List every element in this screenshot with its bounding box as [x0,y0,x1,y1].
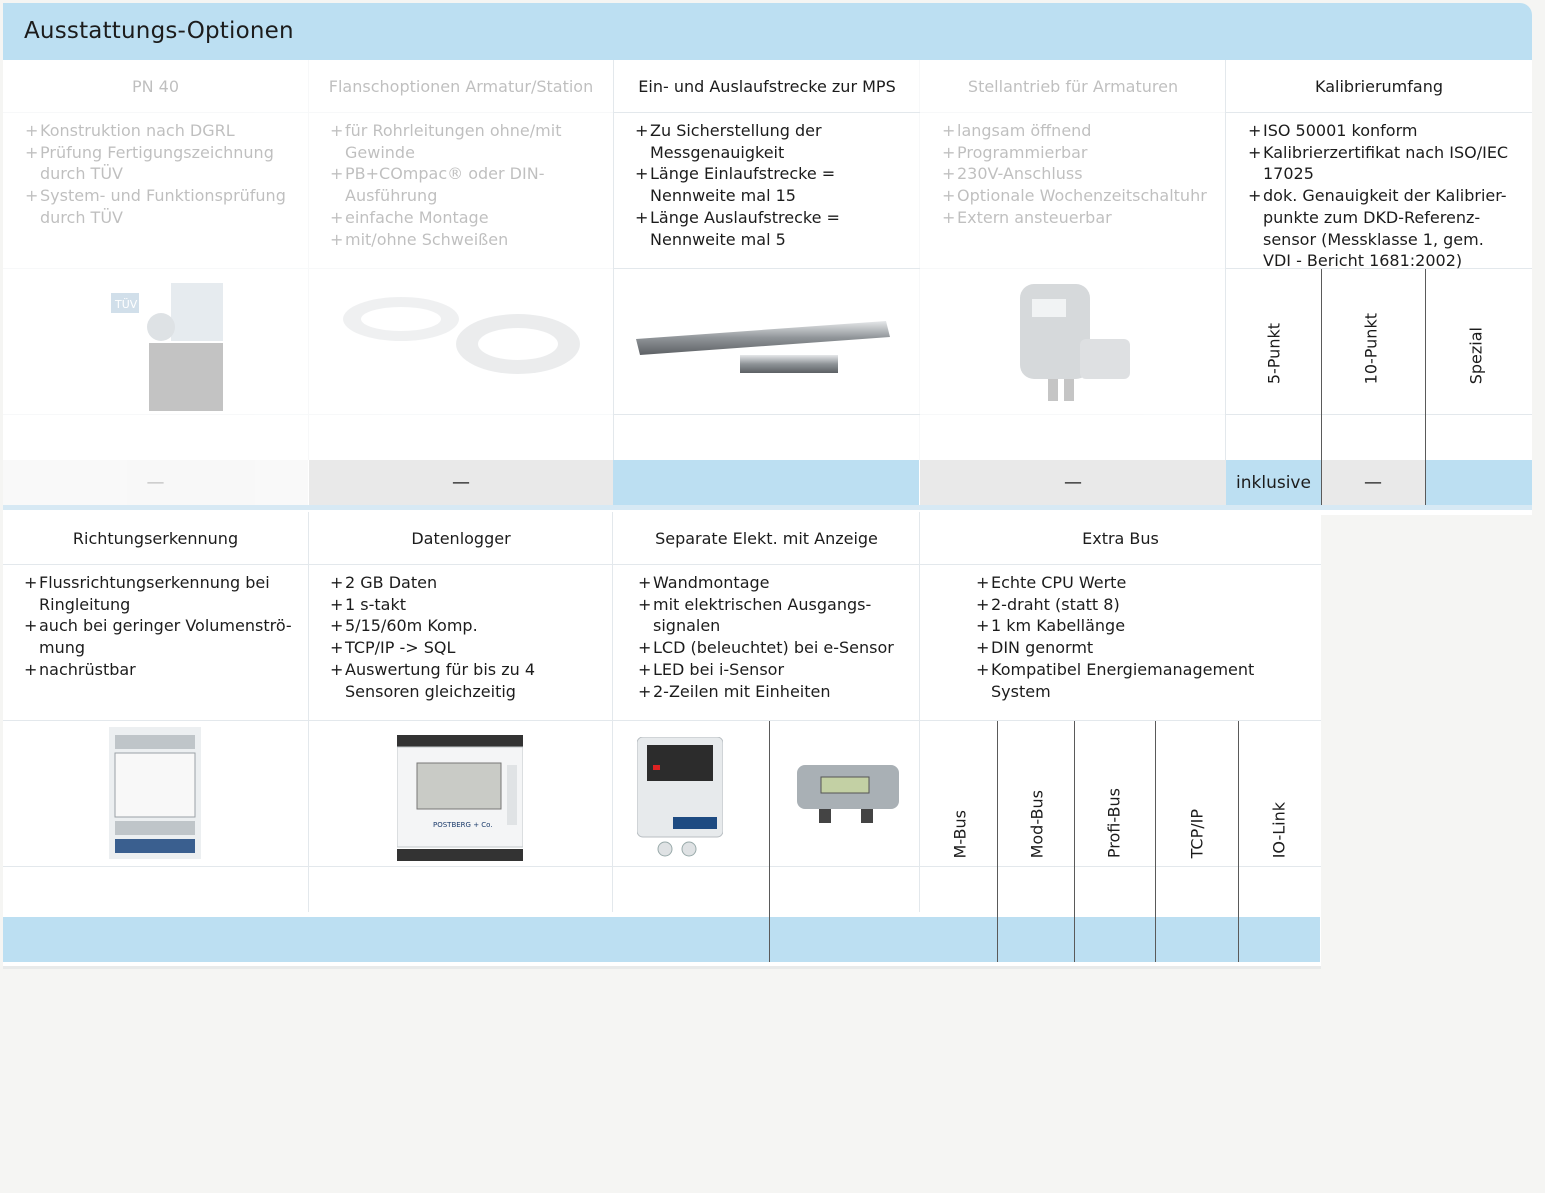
bus-option-label: Mod-Bus [1027,789,1047,858]
feature-item: + 1 km Kabellänge [976,615,1316,637]
status-highlight [613,460,919,505]
bus-option-label: TCP/IP [1187,808,1207,858]
feature-item: + für Rohrleitungen ohne/mit Gewinde [330,120,600,163]
feature-item: + Länge Einlaufstrecke = Nennweite mal 15 [635,163,895,206]
option-title: Extra Bus [920,512,1321,565]
option-title: Datenlogger [309,512,613,565]
calibration-option-label: Spezial [1466,326,1486,384]
feature-item: + 2-Zeilen mit Einheiten [638,681,908,703]
feature-item: + dok. Genauigkeit der Kalibrier-punkte zum DKD-Referenz-sensor (Messklasse 1, gem. VDI - Bericht 1681:2002) [1248,185,1510,272]
feature-item: + 1 s-takt [330,594,605,616]
option-title: Flanschoptionen Armatur/Station [309,60,613,113]
feature-item: + 2 GB Daten [330,572,605,594]
calibration-option-label: 5-Punkt [1264,322,1284,384]
option-inlet-outlet [613,60,920,460]
bottom-row [3,512,1321,969]
feature-item: + mit/ohne Schweißen [330,229,600,251]
bus-option-label: M-Bus [950,809,970,858]
page-title: Ausstattungs-Optionen [24,18,294,44]
calibration-option-label: 10-Punkt [1361,312,1381,384]
feature-item: + TCP/IP -> SQL [330,637,605,659]
feature-item: + langsam öffnend [942,120,1212,142]
option-flanges [308,60,613,460]
option-separate-electronics [612,512,920,912]
option-datalogger [308,512,613,912]
option-pn40 [3,60,308,460]
feature-item: + Extern ansteuerbar [942,207,1212,229]
status-cell: — [146,472,165,493]
options-table [3,3,1532,963]
table-header [3,3,1532,60]
option-title: Ein- und Auslaufstrecke zur MPS [614,60,920,113]
feature-item: + LED bei i-Sensor [638,659,908,681]
status-cell: — [1064,472,1082,493]
device-brand-label: POSTBERG + Co. [433,821,493,829]
flange-rings-icon [343,289,583,384]
actuator-device-icon [1010,279,1140,409]
option-actuator [919,60,1226,460]
status-highlight [3,917,1320,962]
feature-item: + LCD (beleuchtet) bei e-Sensor [638,637,908,659]
feature-item: + Optionale Wochenzeitschaltuhr [942,185,1212,207]
feature-item: + Zu Sicherstellung der Messgenauigkeit [635,120,895,163]
option-title: PN 40 [3,60,308,113]
pressure-display-sensor-icon [797,765,899,827]
status-cell: — [1364,472,1382,493]
feature-item: + ISO 50001 konform [1248,120,1510,142]
din-rail-module-icon [109,727,201,859]
feature-item: + Auswertung für bis zu 4 Sensoren gleichzeitig [330,659,605,702]
tuv-badge-icon [111,283,223,411]
feature-item: + mit elektrischen Ausgangs-signalen [638,594,908,637]
feature-item: + 5/15/60m Komp. [330,615,605,637]
option-extra-bus [919,512,1321,912]
bus-option-label: IO-Link [1269,801,1289,858]
feature-item: + Konstruktion nach DGRL [25,120,295,142]
option-calibration [1225,60,1532,460]
feature-item: + auch bei geringer Volumenströ-mung [24,615,296,658]
feature-item: + 2-draht (statt 8) [976,594,1316,616]
feature-item: + PB+COmpac® oder DIN-Ausführung [330,163,600,206]
feature-item: + Prüfung Fertigungszeichnung durch TÜV [25,142,295,185]
status-cell: — [452,472,470,493]
status-cell [1425,460,1532,505]
wall-display-box-icon [637,737,723,863]
feature-item: + Kompatibel Energiemanagement System [976,659,1316,702]
option-title: Richtungserkennung [3,512,308,565]
feature-item: + DIN genormt [976,637,1316,659]
feature-item: + Programmierbar [942,142,1212,164]
option-title: Stellantrieb für Armaturen [920,60,1226,113]
feature-item: + System- und Funktionsprüfung durch TÜV [25,185,295,228]
datalogger-device-icon [397,735,523,863]
status-cell [613,460,919,505]
status-cell: inklusive [1236,472,1311,493]
feature-item: + Flussrichtungserkennung bei Ringleitung [24,572,296,615]
top-row [3,60,1532,515]
svg-text:TÜV: TÜV [115,298,138,311]
feature-item: + einfache Montage [330,207,600,229]
feature-item: + 230V-Anschluss [942,163,1212,185]
feature-item: + nachrüstbar [24,659,296,681]
feature-item: + Echte CPU Werte [976,572,1316,594]
option-direction-detection [3,512,308,912]
bus-option-label: Profi-Bus [1104,787,1124,858]
pipe-sections-icon [634,317,894,382]
option-title: Kalibrierumfang [1226,60,1532,113]
feature-item: + Kalibrierzertifikat nach ISO/IEC 17025 [1248,142,1510,185]
option-title: Separate Elekt. mit Anzeige [613,512,920,565]
feature-item: + Wandmontage [638,572,908,594]
feature-item: + Länge Auslaufstrecke = Nennweite mal 5 [635,207,895,250]
